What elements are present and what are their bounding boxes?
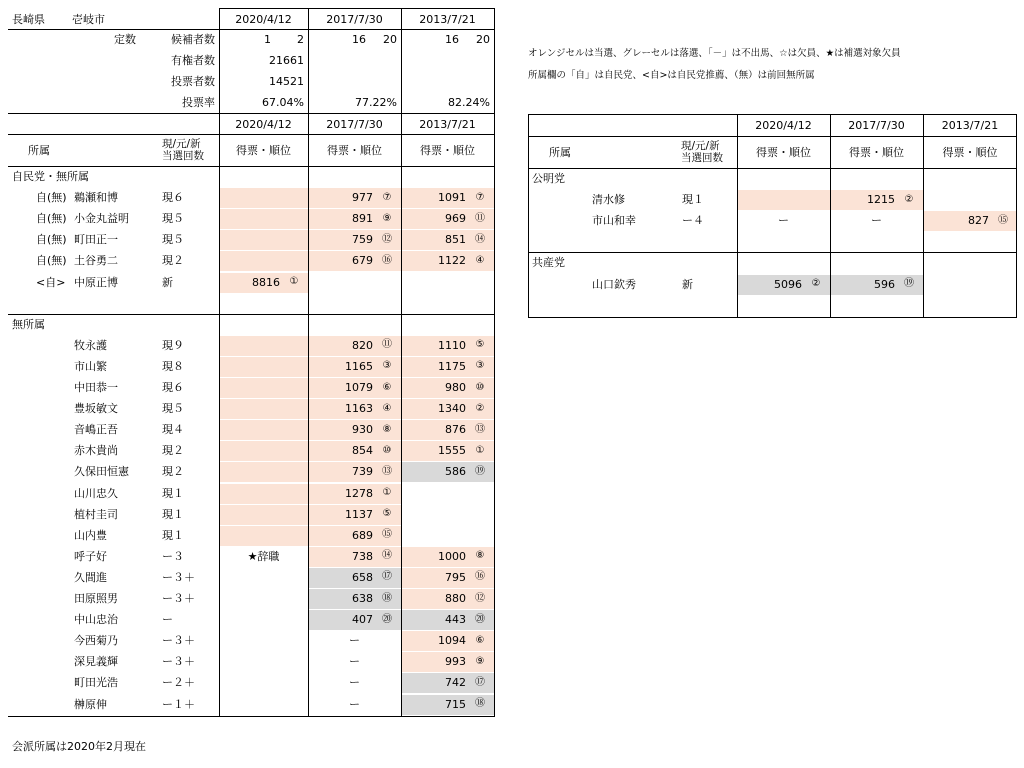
votes-rank-2013 xyxy=(401,630,494,651)
votes-2013: 1555 xyxy=(438,444,466,458)
status-header-line2: 当選回数 xyxy=(162,150,204,162)
h-rule xyxy=(8,166,495,167)
footer-note: 会派所属は2020年2月現在 xyxy=(12,739,146,753)
result-cell-2020 xyxy=(220,399,308,419)
incumbency-status: 現９ xyxy=(162,338,184,352)
votes-rank-2017 xyxy=(308,672,401,693)
candidate-name: 町田光浩 xyxy=(74,676,118,690)
candidate-name: 鵜瀬和博 xyxy=(74,191,118,205)
votes-rank-2013 xyxy=(401,546,494,567)
turnout-2013: 82.24% xyxy=(448,96,490,109)
votes-2017: 1163 xyxy=(345,402,373,416)
votes-2017: 596 xyxy=(874,277,895,291)
affiliation-cell: 自(無) xyxy=(36,191,67,205)
electorate-2020: 21661 xyxy=(269,54,304,67)
v-rule xyxy=(494,8,495,717)
rank-2017: ⑰ xyxy=(382,571,392,583)
rank-2017: ⑩ xyxy=(382,444,392,456)
votes-2013: 851 xyxy=(445,233,466,247)
rank-2013: ⑰ xyxy=(475,676,485,688)
rank-2017: ⑫ xyxy=(382,233,392,245)
votes-rank-2013 xyxy=(401,588,494,609)
rank-2013: ⑪ xyxy=(475,212,485,224)
incumbency-status: 現１ xyxy=(162,486,184,500)
votes-rank-2013 xyxy=(401,440,494,461)
rank-2013: ⑱ xyxy=(475,698,485,710)
votes-2017: 407 xyxy=(352,613,373,627)
votes-2017: 739 xyxy=(352,465,373,479)
votes-2013: 827 xyxy=(968,214,989,228)
votes-2013: 880 xyxy=(445,592,466,606)
incumbency-status: 現８ xyxy=(162,359,184,373)
votes-rank-2020 xyxy=(737,274,830,295)
rank-2017: ⑯ xyxy=(382,254,392,266)
votes-2017: ー xyxy=(871,214,882,228)
legend-line-1: オレンジセルは当選、グレーセルは落選、「－」は不出馬、☆は欠員、★は補選対象欠員 xyxy=(528,48,901,59)
candidates-2017: 20 xyxy=(383,33,397,46)
votes-2017: 1278 xyxy=(345,486,373,500)
seats-label: 定数 xyxy=(114,33,136,46)
votes-rank-2017 xyxy=(308,588,401,609)
rank-2017: ⑪ xyxy=(382,339,392,351)
turnout-2017: 77.22% xyxy=(355,96,397,109)
legend-line-2: 所属欄の「自」は自民党、<自>は自民党推薦、（無）は前回無所属 xyxy=(528,70,815,81)
candidates-label: 候補者数 xyxy=(171,33,215,46)
result-cell-2020 xyxy=(220,484,308,504)
rank-2013: ⑨ xyxy=(475,655,485,667)
votes-rank-2020 xyxy=(219,272,308,293)
incumbency-status: ー２＋ xyxy=(162,676,195,690)
candidate-name: 小金丸益明 xyxy=(74,212,129,226)
result-cell-2020 xyxy=(220,188,308,208)
candidate-name: 山内豊 xyxy=(74,528,107,542)
votes-2017: 977 xyxy=(352,191,373,205)
rank-2017: ⑤ xyxy=(382,508,392,520)
incumbency-status: 現１ xyxy=(162,507,184,521)
rank-2013: ① xyxy=(475,444,485,456)
right-date-2013: 2013/7/21 xyxy=(941,118,999,132)
result-cell-2020 xyxy=(738,190,830,210)
rank-2013: ⑬ xyxy=(475,423,485,435)
votes-rank-2017 xyxy=(308,504,401,525)
rank-2020: ① xyxy=(289,276,299,288)
h-rule xyxy=(8,113,495,114)
votes-2017: 658 xyxy=(352,570,373,584)
status-header xyxy=(158,134,219,166)
votes-rank-header-2013: 得票・順位 xyxy=(420,143,475,157)
rank-2017: ⑮ xyxy=(382,529,392,541)
h-rule xyxy=(219,8,495,9)
candidate-name: 久保田恒憲 xyxy=(74,465,129,479)
votes-rank-2017 xyxy=(308,483,401,504)
votes-rank-2013 xyxy=(401,335,494,356)
candidate-name: 豊坂敏文 xyxy=(74,402,118,416)
rank-2013: ⑯ xyxy=(475,571,485,583)
votes-2017: 1165 xyxy=(345,359,373,373)
votes-2013: 443 xyxy=(445,613,466,627)
incumbency-status: 現２ xyxy=(162,254,184,268)
votes-rank-2017 xyxy=(308,187,401,208)
incumbency-status: 現５ xyxy=(162,402,184,416)
votes-rank-2017 xyxy=(308,335,401,356)
votes-rank-2013 xyxy=(401,398,494,419)
result-cell-2020 xyxy=(220,230,308,250)
rank-2017: ⑭ xyxy=(382,550,392,562)
date-2017-top: 2017/7/30 xyxy=(326,12,383,26)
votes-2013: 876 xyxy=(445,423,466,437)
votes-2017: 854 xyxy=(352,444,373,458)
incumbency-status: 新 xyxy=(682,277,693,291)
votes-rank-2013 xyxy=(401,461,494,482)
votes-rank-2013 xyxy=(401,187,494,208)
result-cell-2020 xyxy=(220,441,308,461)
candidate-name: 市山和幸 xyxy=(592,214,636,228)
candidate-name: 中山忠治 xyxy=(74,613,118,627)
rank-2013: ⑤ xyxy=(475,339,485,351)
candidates-2020: 2 xyxy=(297,33,304,46)
right-date-2020: 2020/4/12 xyxy=(755,118,812,132)
votes-rank-2017 xyxy=(308,398,401,419)
votes-rank-2013 xyxy=(401,609,494,630)
votes-2017: 1215 xyxy=(867,193,895,207)
turnout-label: 投票率 xyxy=(182,96,215,109)
rank-2020: ② xyxy=(811,278,821,290)
turnout-2020: 67.04% xyxy=(262,96,304,109)
v-rule xyxy=(1016,114,1017,318)
candidate-name: 呼子好 xyxy=(74,549,107,563)
rank-2017: ⑥ xyxy=(382,381,392,393)
result-cell-2020 xyxy=(220,420,308,440)
votes-2013: 715 xyxy=(445,697,466,711)
rank-2017: ⑨ xyxy=(382,212,392,224)
votes-2017: 738 xyxy=(352,549,373,563)
votes-2017: 930 xyxy=(352,423,373,437)
incumbency-status: 現４ xyxy=(162,423,184,437)
votes-2017: 638 xyxy=(352,592,373,606)
incumbency-status: 現５ xyxy=(162,212,184,226)
city-label: 壱岐市 xyxy=(72,12,105,26)
votes-rank-2017 xyxy=(308,609,401,630)
date-2013-header: 2013/7/21 xyxy=(419,117,476,131)
result-cell-2020 xyxy=(220,505,308,525)
result-cell-2020 xyxy=(220,336,308,356)
votes-rank-2017 xyxy=(308,694,401,715)
candidate-name: 町田正一 xyxy=(74,233,118,247)
rank-2017: ④ xyxy=(382,402,392,414)
candidate-name: 中田恭一 xyxy=(74,381,118,395)
result-cell-2020 xyxy=(220,378,308,398)
h-rule xyxy=(528,136,1017,137)
votes-2013: 980 xyxy=(445,381,466,395)
rank-2013: ⑫ xyxy=(475,592,485,604)
votes-rank-2017 xyxy=(308,567,401,588)
v-rule xyxy=(923,114,924,317)
votes-2013: 1091 xyxy=(438,191,466,205)
incumbency-status: 現２ xyxy=(162,465,184,479)
candidate-name: 田原照男 xyxy=(74,592,118,606)
result-cell-2020 xyxy=(220,357,308,377)
seats-2017: 16 xyxy=(352,33,366,46)
votes-rank-2020 xyxy=(737,210,830,231)
incumbency-status: 現１ xyxy=(682,193,704,207)
electorate-label: 有権者数 xyxy=(171,54,215,67)
rank-2013: ⑩ xyxy=(475,381,485,393)
votes-2017: 759 xyxy=(352,233,373,247)
right-votes-rank-header-2013: 得票・順位 xyxy=(942,145,998,159)
votes-2013: 742 xyxy=(445,676,466,690)
votes-rank-2017 xyxy=(308,419,401,440)
candidate-name: 深見義輝 xyxy=(74,655,118,669)
votes-2020: 8816 xyxy=(252,275,280,289)
rank-2013: ⑳ xyxy=(475,613,485,625)
incumbency-status: ー３＋ xyxy=(162,592,195,606)
result-cell-2020 xyxy=(220,526,308,546)
votes-2013: 1000 xyxy=(438,549,466,563)
rank-2013: ④ xyxy=(475,254,485,266)
candidate-name: 植村圭司 xyxy=(74,507,118,521)
seats-2020: 1 xyxy=(264,33,271,46)
affiliation-cell: <自> xyxy=(36,275,66,289)
rank-2017: ⑦ xyxy=(382,191,392,203)
party-group-label: 公明党 xyxy=(532,172,565,186)
date-2013-top: 2013/7/21 xyxy=(419,12,476,26)
v-rule xyxy=(830,114,831,317)
votes-2017: 689 xyxy=(352,528,373,542)
voters-2020: 14521 xyxy=(269,75,304,88)
votes-2013: 586 xyxy=(445,465,466,479)
votes-2017: ー xyxy=(349,634,360,648)
incumbency-status: ー xyxy=(162,613,173,627)
votes-rank-2017 xyxy=(308,525,401,546)
right-date-2017: 2017/7/30 xyxy=(848,118,905,132)
votes-rank-2013 xyxy=(401,208,494,229)
votes-2020: ★辞職 xyxy=(247,549,280,563)
h-rule xyxy=(8,134,495,135)
v-rule xyxy=(219,8,220,716)
incumbency-status: 現６ xyxy=(162,191,184,205)
rank-2017: ⑬ xyxy=(382,465,392,477)
votes-rank-2013 xyxy=(401,567,494,588)
date-2017-header: 2017/7/30 xyxy=(326,117,383,131)
votes-rank-2017 xyxy=(830,189,923,210)
rank-2017: ② xyxy=(904,193,914,205)
prefecture-label: 長崎県 xyxy=(12,12,45,26)
rank-2013: ⑭ xyxy=(475,233,485,245)
rank-2017: ⑱ xyxy=(382,592,392,604)
result-cell-2020 xyxy=(220,209,308,229)
votes-2013: 1094 xyxy=(438,634,466,648)
affiliation-cell: 自(無) xyxy=(36,254,67,268)
rank-2013: ⑲ xyxy=(475,465,485,477)
votes-rank-2017 xyxy=(308,250,401,271)
votes-2017: 1137 xyxy=(345,507,373,521)
votes-2017: ー xyxy=(349,676,360,690)
voters-label: 投票者数 xyxy=(171,75,215,88)
votes-rank-2017 xyxy=(308,229,401,250)
votes-2013: 1175 xyxy=(438,359,466,373)
h-rule xyxy=(528,168,1017,169)
votes-2017: 679 xyxy=(352,254,373,268)
votes-rank-2017 xyxy=(830,274,923,295)
votes-rank-2017 xyxy=(308,440,401,461)
rank-2013: ⑮ xyxy=(998,214,1008,226)
rank-2017: ③ xyxy=(382,360,392,372)
incumbency-status: 現１ xyxy=(162,528,184,542)
votes-2013: 969 xyxy=(445,212,466,226)
candidate-name: 榊原伸 xyxy=(74,697,107,711)
votes-rank-2020 xyxy=(219,546,308,567)
votes-rank-header-2017: 得票・順位 xyxy=(327,143,382,157)
votes-rank-2013 xyxy=(401,419,494,440)
incumbency-status: 現２ xyxy=(162,444,184,458)
status-header-line1: 現/元/新 xyxy=(162,137,201,150)
rank-2013: ⑥ xyxy=(475,634,485,646)
candidate-name: 牧永護 xyxy=(74,338,107,352)
right-status-header-line1: 現/元/新 xyxy=(681,139,720,152)
candidate-name: 山川忠久 xyxy=(74,486,118,500)
incumbency-status: 現６ xyxy=(162,381,184,395)
votes-2013: 1110 xyxy=(438,338,466,352)
date-2020-header: 2020/4/12 xyxy=(235,117,292,131)
votes-rank-2013 xyxy=(401,694,494,715)
v-rule xyxy=(401,8,402,716)
candidate-name: 今西菊乃 xyxy=(74,634,118,648)
candidate-name: 土谷勇二 xyxy=(74,254,118,268)
incumbency-status: ー１＋ xyxy=(162,697,195,711)
votes-rank-2013 xyxy=(401,377,494,398)
v-rule xyxy=(737,114,738,317)
rank-2013: ⑧ xyxy=(475,550,485,562)
affiliation-header: 所属 xyxy=(28,143,50,157)
votes-rank-2013 xyxy=(923,210,1017,231)
candidate-name: 久間進 xyxy=(74,570,107,584)
incumbency-status: ー３＋ xyxy=(162,655,195,669)
v-rule xyxy=(308,8,309,716)
candidate-name: 山口欽秀 xyxy=(592,277,636,291)
votes-rank-2017 xyxy=(308,208,401,229)
rank-2013: ③ xyxy=(475,360,485,372)
votes-rank-2013 xyxy=(401,229,494,250)
party-group-label: 自民党・無所属 xyxy=(12,170,89,184)
votes-2020: ー xyxy=(778,214,789,228)
incumbency-status: ー３＋ xyxy=(162,570,195,584)
candidate-name: 中原正博 xyxy=(74,275,118,289)
v-rule xyxy=(528,114,529,317)
rank-2013: ② xyxy=(475,402,485,414)
rank-2017: ⑧ xyxy=(382,423,392,435)
incumbency-status: ー４ xyxy=(682,214,704,228)
h-rule xyxy=(528,252,1017,253)
rank-2017: ⑲ xyxy=(904,278,914,290)
result-cell-2020 xyxy=(220,251,308,271)
right-status-header-line2: 当選回数 xyxy=(681,152,723,164)
party-group-label: 共産党 xyxy=(532,256,565,270)
votes-2017: ー xyxy=(349,697,360,711)
votes-2017: 1079 xyxy=(345,381,373,395)
incumbency-status: 新 xyxy=(162,275,173,289)
incumbency-status: ー３＋ xyxy=(162,634,195,648)
right-affiliation-header: 所属 xyxy=(549,145,571,159)
incumbency-status: 現５ xyxy=(162,233,184,247)
votes-rank-2017 xyxy=(308,651,401,672)
votes-2017: 891 xyxy=(352,212,373,226)
candidate-name: 清水修 xyxy=(592,193,625,207)
votes-rank-2017 xyxy=(308,630,401,651)
candidate-name: 市山繁 xyxy=(74,359,107,373)
party-group-label: 無所属 xyxy=(12,317,45,331)
affiliation-cell: 自(無) xyxy=(36,233,67,247)
votes-rank-2013 xyxy=(401,672,494,693)
h-rule xyxy=(8,29,495,30)
candidates-2013: 20 xyxy=(476,33,490,46)
right-votes-rank-header-2017: 得票・順位 xyxy=(849,145,904,159)
votes-2013: 993 xyxy=(445,655,466,669)
h-rule xyxy=(8,716,495,717)
affiliation-cell: 自(無) xyxy=(36,212,67,226)
votes-rank-2017 xyxy=(308,377,401,398)
votes-rank-2017 xyxy=(308,461,401,482)
seats-2013: 16 xyxy=(445,33,459,46)
rank-2017: ⑳ xyxy=(382,613,392,625)
candidate-name: 音嶋正吾 xyxy=(74,423,118,437)
h-rule xyxy=(528,114,1017,115)
right-status-header xyxy=(677,136,737,168)
votes-rank-2017 xyxy=(308,546,401,567)
votes-rank-2017 xyxy=(308,356,401,377)
incumbency-status: ー３ xyxy=(162,549,184,563)
votes-2017: 820 xyxy=(352,338,373,352)
votes-rank-2017 xyxy=(830,210,923,231)
result-cell-2020 xyxy=(220,462,308,482)
votes-2020: 5096 xyxy=(774,277,802,291)
h-rule xyxy=(528,317,1017,318)
votes-2017: ー xyxy=(349,655,360,669)
date-2020-top: 2020/4/12 xyxy=(235,12,292,26)
votes-2013: 1122 xyxy=(438,254,466,268)
h-rule xyxy=(8,314,495,315)
right-votes-rank-header-2020: 得票・順位 xyxy=(756,145,811,159)
votes-rank-2013 xyxy=(401,356,494,377)
votes-rank-header-2020: 得票・順位 xyxy=(236,143,291,157)
votes-rank-2013 xyxy=(401,250,494,271)
votes-2013: 795 xyxy=(445,570,466,584)
candidate-name: 赤木貴尚 xyxy=(74,444,118,458)
votes-2013: 1340 xyxy=(438,402,466,416)
votes-rank-2013 xyxy=(401,651,494,672)
rank-2013: ⑦ xyxy=(475,191,485,203)
rank-2017: ① xyxy=(382,487,392,499)
